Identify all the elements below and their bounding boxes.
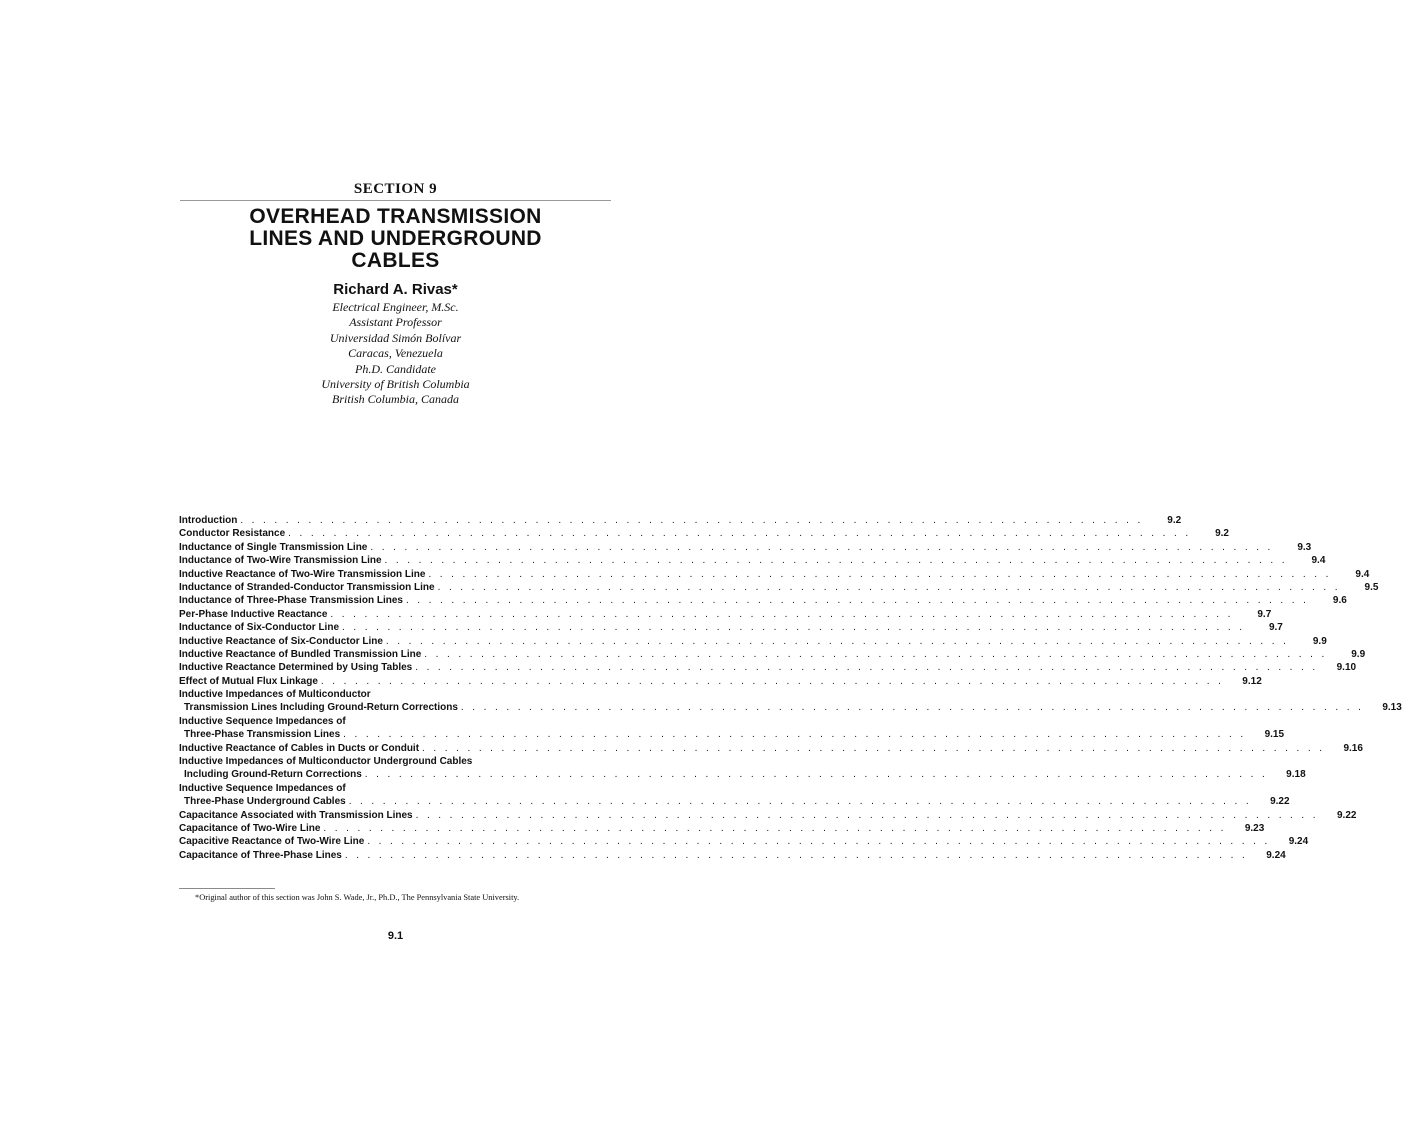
toc-entry-title: Conductor Resistance [179,528,286,540]
affiliation-line: British Columbia, Canada [331,392,459,407]
footnote-rule [179,888,275,889]
toc-leader-dots: . . . . . . . . . . . . . . . . . . . . . . . . . . . . . . . . . . . . . . . . . . . . . . . . . . . . . . . . . . . . . . . . . . . . . . . . . . . . . . . . [344,849,1248,861]
toc-leader-dots: . . . . . . . . . . . . . . . . . . . . . . . . . . . . . . . . . . . . . . . . . . . . . . . . . . . . . . . . . . . . . . . . . . . . . . . . . . . . . . . . [240,515,1144,526]
author-affiliation [180,300,611,408]
toc-leader-dots: . . . . . . . . . . . . . . . . . . . . . . . . . . . . . . . . . . . . . . . . . . . . . . . . . . . . . . . . . . . . . . . . . . . . . . . . . . . . . . . . [364,769,1268,781]
toc-entry-page: 9.10 [1336,662,1357,674]
toc-entry-page: 9.5 [1364,581,1379,593]
toc-leader-dots: . . . . . . . . . . . . . . . . . . . . . . . . . . . . . . . . . . . . . . . . . . . . . . . . . . . . . . . . . . . . . . . . . . . . . . . . . . . . . . . . [370,541,1274,553]
toc-entry-title: Capacitance Associated with Transmission Lines [179,809,413,821]
affiliation-line: Assistant Professor [349,315,442,330]
toc-entry-page: 9.15 [1264,729,1285,741]
toc-entry [179,849,1286,862]
toc-entry [179,594,1347,607]
toc-entry-page: 9.3 [1297,541,1312,553]
title-line: CABLES [351,249,440,272]
title-line: OVERHEAD TRANSMISSION [249,205,542,228]
toc-entry-title: Three-Phase Underground Cables [184,796,346,808]
toc-entry [179,809,1357,822]
toc-entry [179,514,1182,527]
toc-entry-title: Including Ground-Return Corrections [184,769,362,781]
toc-entry-heading: Inductive Impedances of Multiconductor [179,689,371,701]
toc-leader-dots: . . . . . . . . . . . . . . . . . . . . . . . . . . . . . . . . . . . . . . . . . . . . . . . . . . . . . . . . . . . . . . . . . . . . . . . . . . . . . . . . [460,702,1364,714]
title-line: LINES AND UNDERGROUND [249,227,542,250]
section-title [180,206,611,272]
toc-entry-title: Inductive Reactance of Cables in Ducts or Conduit [179,742,420,754]
toc-entry [179,701,1402,714]
toc-entry [179,635,1327,648]
toc-entry-title: Inductive Reactance of Bundled Transmission Line [179,648,422,660]
toc-entry [179,541,1312,554]
affiliation-line: University of British Columbia [321,377,470,392]
toc-entry-heading: Inductive Sequence Impedances of [179,715,346,727]
toc-entry-page: 9.24 [1266,849,1286,861]
toc-entry-page: 9.23 [1244,822,1265,834]
toc-leader-dots: . . . . . . . . . . . . . . . . . . . . . . . . . . . . . . . . . . . . . . . . . . . . . . . . . . . . . . . . . . . . . . . . . . . . . . . . . . . . . . . . [415,662,1319,674]
toc-entry-page: 9.2 [1215,528,1229,540]
toc-entry [179,608,1272,621]
toc-entry [179,568,1370,581]
toc-entry-title: Inductance of Single Transmission Line [179,541,368,553]
section-label: SECTION 9 [353,181,438,197]
toc-leader-dots: . . . . . . . . . . . . . . . . . . . . . . . . . . . . . . . . . . . . . . . . . . . . . . . . . . . . . . . . . . . . . . . . . . . . . . . . . . . . . . . . [343,729,1247,741]
toc-entry [179,835,1309,848]
toc-entry-heading: Inductive Impedances of Multiconductor Underground Cables [179,756,473,768]
affiliation-line: Ph.D. Candidate [355,361,436,376]
toc-leader-dots: . . . . . . . . . . . . . . . . . . . . . . . . . . . . . . . . . . . . . . . . . . . . . . . . . . . . . . . . . . . . . . . . . . . . . . . . . . . . . . . . [424,648,1328,660]
toc-entry-page: 9.22 [1336,809,1357,821]
toc-entry-page: 9.24 [1288,836,1309,848]
toc-entry-heading: Inductive Sequence Impedances of [179,782,346,794]
toc-entry-page: 9.12 [1242,675,1262,687]
toc-leader-dots: . . . . . . . . . . . . . . . . . . . . . . . . . . . . . . . . . . . . . . . . . . . . . . . . . . . . . . . . . . . . . . . . . . . . . . . . . . . . . . . . [422,742,1325,754]
toc-entry [179,728,1285,741]
affiliation-line: Electrical Engineer, M.Sc. [332,300,459,314]
toc-leader-dots: . . . . . . . . . . . . . . . . . . . . . . . . . . . . . . . . . . . . . . . . . . . . . . . . . . . . . . . . . . . . . . . . . . . . . . . . . . . . . . . . [367,836,1271,848]
toc-entry-title: Inductance of Three-Phase Transmission Lines [179,595,403,607]
toc-entry-title: Inductance of Six-Conductor Line [179,622,340,634]
toc-leader-dots: . . . . . . . . . . . . . . . . . . . . . . . . . . . . . . . . . . . . . . . . . . . . . . . . . . . . . . . . . . . . . . . . . . . . . . . . . . . . . . . . [415,809,1319,821]
toc-leader-dots: . . . . . . . . . . . . . . . . . . . . . . . . . . . . . . . . . . . . . . . . . . . . . . . . . . . . . . . . . . . . . . . . . . . . . . . . . . . . . . . . [342,622,1245,634]
toc-entry-page: 9.9 [1312,635,1327,647]
toc-entry-title: Inductive Reactance of Two-Wire Transmission Line [179,568,426,580]
toc-entry-page: 9.4 [1355,568,1370,580]
toc-leader-dots: . . . . . . . . . . . . . . . . . . . . . . . . . . . . . . . . . . . . . . . . . . . . . . . . . . . . . . . . . . . . . . . . . . . . . . . . . . . . . . . . [437,581,1341,593]
toc-entry [179,661,1357,674]
toc-entry-title: Three-Phase Transmission Lines [184,729,341,741]
affiliation-line: Caracas, Venezuela [348,346,443,361]
author-name: Richard A. Rivas* [333,281,458,298]
toc-entry [179,648,1366,661]
toc-entry-title: Capacitance of Two-Wire Line [179,822,321,834]
toc-entry-title: Inductance of Two-Wire Transmission Line [179,555,382,567]
toc-entry-page: 9.9 [1351,648,1366,660]
toc-leader-dots: . . . . . . . . . . . . . . . . . . . . . . . . . . . . . . . . . . . . . . . . . . . . . . . . . . . . . . . . . . . . . . . . . . . . . . . . . . . . . . . . [320,675,1224,687]
title-rule [180,200,611,201]
toc-entry [179,675,1262,688]
toc-leader-dots: . . . . . . . . . . . . . . . . . . . . . . . . . . . . . . . . . . . . . . . . . . . . . . . . . . . . . . . . . . . . . . . . . . . . . . . . . . . . . . . . [323,822,1227,834]
toc-leader-dots: . . . . . . . . . . . . . . . . . . . . . . . . . . . . . . . . . . . . . . . . . . . . . . . . . . . . . . . . . . . . . . . . . . . . . . . . . . . . . . . . [405,595,1309,607]
toc-entry-title: Capacitive Reactance of Two-Wire Line [179,836,365,848]
toc-entry-page: 9.4 [1311,555,1326,567]
toc-entry-title: Transmission Lines Including Ground-Return Corrections [184,702,458,714]
toc-entry-page: 9.18 [1286,769,1306,781]
toc-entry [179,621,1283,634]
table-of-contents [179,514,1402,862]
footnote: *Original author of this section was John S. Wade, Jr., Ph.D., The Pennsylvania State University. [195,893,520,902]
toc-entry-title: Inductive Reactance of Six-Conductor Line [179,635,383,647]
toc-entry-title: Effect of Mutual Flux Linkage [179,675,318,687]
toc-entry-page: 9.7 [1257,608,1272,620]
toc-entry-page: 9.2 [1167,515,1182,526]
toc-entry-title: Inductance of Stranded-Conductor Transmission Line [179,581,435,593]
toc-leader-dots: . . . . . . . . . . . . . . . . . . . . . . . . . . . . . . . . . . . . . . . . . . . . . . . . . . . . . . . . . . . . . . . . . . . . . . . . . . . . . . . . [288,528,1191,540]
toc-leader-dots: . . . . . . . . . . . . . . . . . . . . . . . . . . . . . . . . . . . . . . . . . . . . . . . . . . . . . . . . . . . . . . . . . . . . . . . . . . . . . . . . [384,555,1288,567]
page-number: 9.1 [387,930,404,942]
toc-entry-title: Inductive Reactance Determined by Using Tables [179,662,413,674]
affiliation-line: Universidad Simón Bolívar [329,330,462,345]
toc-entry-page: 9.22 [1270,796,1290,808]
toc-entry [179,822,1265,835]
toc-entry-page: 9.13 [1382,702,1402,714]
toc-entry-page: 9.7 [1268,622,1283,634]
toc-entry-title: Introduction [179,515,238,526]
toc-entry [179,581,1379,594]
toc-entry [179,795,1290,808]
toc-entry [179,527,1229,540]
toc-entry [179,768,1306,781]
toc-entry-title: Capacitance of Three-Phase Lines [179,849,342,861]
toc-entry [179,742,1363,755]
toc-leader-dots: . . . . . . . . . . . . . . . . . . . . . . . . . . . . . . . . . . . . . . . . . . . . . . . . . . . . . . . . . . . . . . . . . . . . . . . . . . . . . . . . [348,796,1252,808]
toc-entry-page: 9.16 [1343,742,1363,754]
toc-leader-dots: . . . . . . . . . . . . . . . . . . . . . . . . . . . . . . . . . . . . . . . . . . . . . . . . . . . . . . . . . . . . . . . . . . . . . . . . . . . . . . . . [330,608,1234,620]
toc-leader-dots: . . . . . . . . . . . . . . . . . . . . . . . . . . . . . . . . . . . . . . . . . . . . . . . . . . . . . . . . . . . . . . . . . . . . . . . . . . . . . . . . [385,635,1289,647]
toc-entry [179,554,1326,567]
toc-entry-title: Per-Phase Inductive Reactance [179,608,328,620]
toc-leader-dots: . . . . . . . . . . . . . . . . . . . . . . . . . . . . . . . . . . . . . . . . . . . . . . . . . . . . . . . . . . . . . . . . . . . . . . . . . . . . . . . . [428,568,1332,580]
toc-entry-page: 9.6 [1332,595,1347,607]
